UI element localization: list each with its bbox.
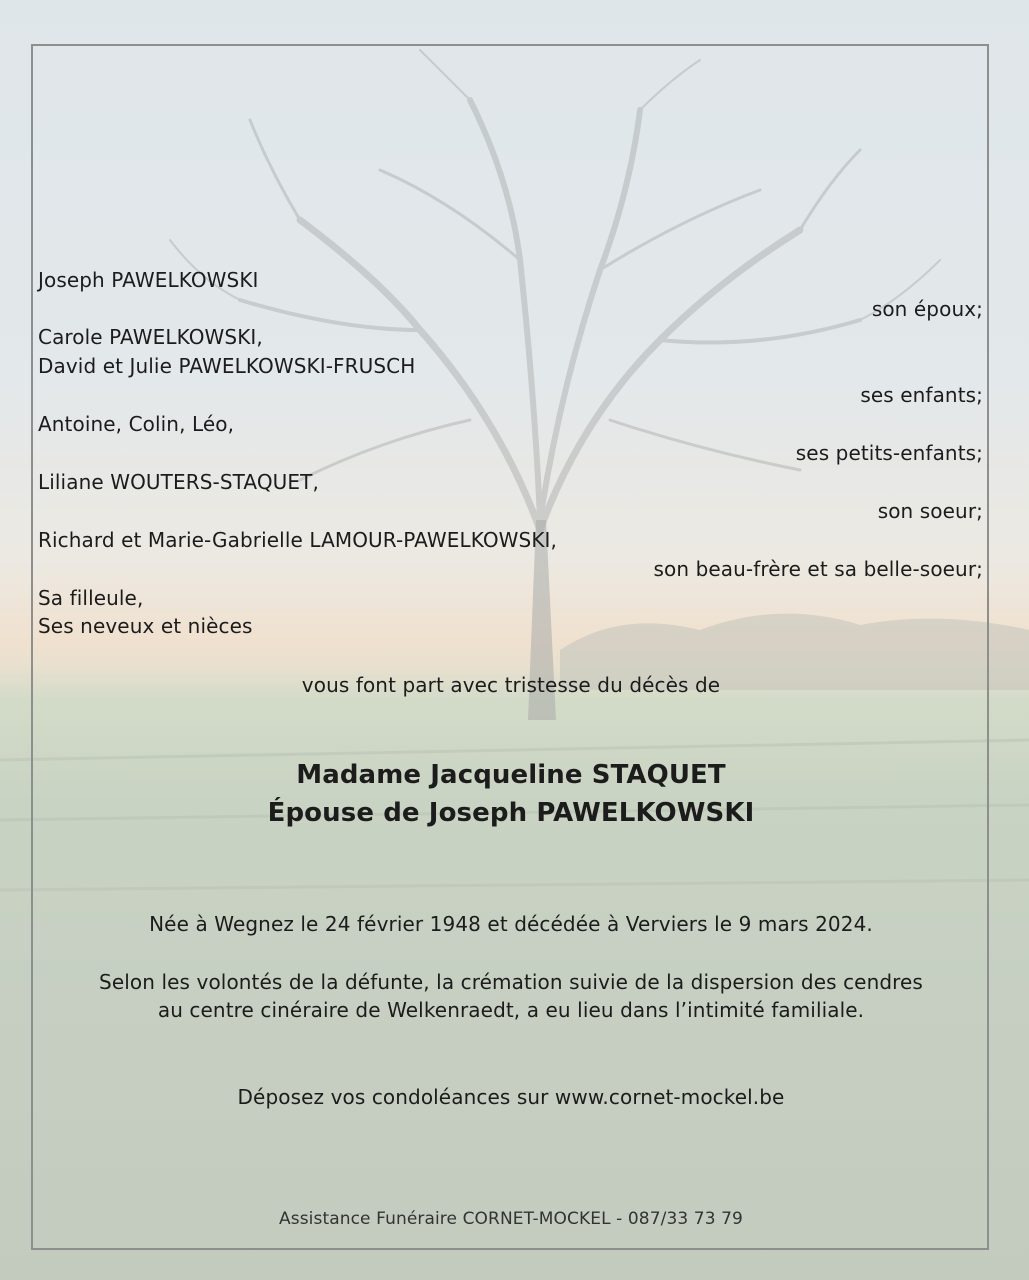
goddaughter: Sa filleule,: [38, 586, 144, 610]
children-line-2: David et Julie PAWELKOWSKI-FRUSCH: [38, 354, 416, 378]
grandchildren-relation: ses petits-enfants;: [795, 441, 983, 465]
border-frame: [31, 44, 989, 1250]
sister-relation: son soeur;: [877, 499, 983, 523]
deceased-name: Madame Jacqueline STAQUET: [296, 760, 726, 790]
children-relation: ses enfants;: [860, 383, 983, 407]
spouse-name: Joseph PAWELKOWSKI: [38, 268, 259, 292]
grandchildren-names: Antoine, Colin, Léo,: [38, 412, 235, 436]
inlaws-relation: son beau-frère et sa belle-soeur;: [653, 557, 983, 581]
birth-death-dates: Née à Wegnez le 24 février 1948 et décédée à Verviers le 9 mars 2024.: [149, 912, 873, 936]
deceased-spouse-line: Épouse de Joseph PAWELKOWSKI: [267, 798, 755, 828]
sister-name: Liliane WOUTERS-STAQUET,: [38, 470, 319, 494]
condolences-link[interactable]: Déposez vos condoléances sur www.cornet-mockel.be: [237, 1085, 785, 1109]
ceremony-line-1: Selon les volontés de la défunte, la crémation suivie de la dispersion des cendres: [99, 970, 923, 994]
children-line-1: Carole PAWELKOWSKI,: [38, 325, 263, 349]
announcement-text: vous font part avec tristesse du décès de: [301, 673, 721, 697]
spouse-relation: son époux;: [871, 297, 983, 321]
funeral-home-footer: Assistance Funéraire CORNET-MOCKEL - 087/33 73 79: [279, 1209, 743, 1229]
ceremony-line-2: au centre cinéraire de Welkenraedt, a eu lieu dans l’intimité familiale.: [157, 998, 865, 1022]
inlaws-names: Richard et Marie-Gabrielle LAMOUR-PAWELKOWSKI,: [38, 528, 558, 552]
nephews-nieces: Ses neveux et nièces: [38, 614, 253, 638]
